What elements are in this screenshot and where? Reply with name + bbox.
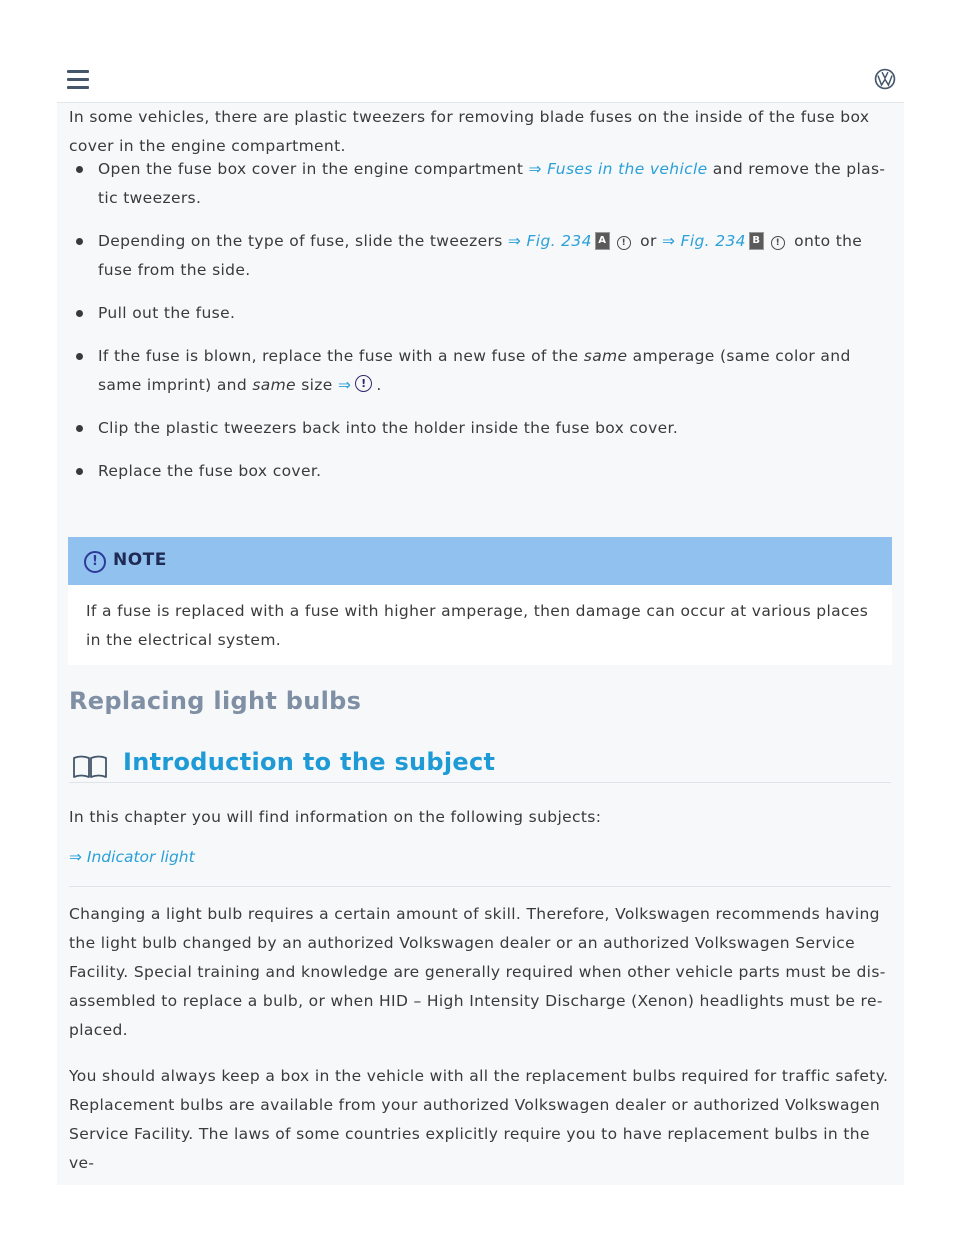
step-replace-cover xyxy=(69,457,891,486)
step-text: or xyxy=(640,232,657,250)
note-header xyxy=(68,537,892,585)
step-slide-tweezers xyxy=(69,227,891,285)
top-bar xyxy=(57,58,904,103)
emphasis-same: same xyxy=(583,347,628,365)
warning-icon: ! xyxy=(617,236,631,250)
divider xyxy=(69,886,891,887)
step-text: amperage (same color and same imprint) and xyxy=(98,347,851,394)
hamburger-menu-icon[interactable] xyxy=(67,70,89,90)
bulb-change-paragraph: Changing a light bulb requires a certain amount of skill. Therefore, Volkswagen recommends having the light bulb changed by an authorized Volkswagen dealer or an authorized Volkswagen Service Facility. Special training and knowledge are generally required when other vehicle parts must be dis-assembled to replace a bulb, or when HID – High Intensity Discharge (Xenon) headlights must be re-placed. xyxy=(69,905,886,1039)
document-content xyxy=(57,103,904,1185)
book-icon xyxy=(72,755,108,779)
indicator-light-link[interactable]: ⇒ Indicator light xyxy=(69,848,195,866)
fuses-in-vehicle-link[interactable]: ⇒ Fuses in the vehicle xyxy=(528,160,708,178)
step-text: If the fuse is blown, replace the fuse with a new fuse of the xyxy=(98,347,579,365)
emphasis-same: same xyxy=(252,376,296,394)
step-replace-fuse xyxy=(69,342,891,400)
warning-icon: ! xyxy=(771,236,785,250)
replacement-bulbs-paragraph: You should always keep a box in the vehicle with all the replacement bulbs required for traffic safety. Replacement bulbs are available from your authorized Volkswagen dealer or authorized Volkswagen Service Facility. The laws of some countries explicitly require you to have replacement bulbs in the ve- xyxy=(69,1067,889,1172)
step-text: Replace the fuse box cover. xyxy=(98,462,322,480)
section-title: Replacing light bulbs xyxy=(69,687,362,715)
warning-icon[interactable]: ! xyxy=(355,375,372,392)
figure-label-b: B xyxy=(749,232,764,250)
step-text: Open the fuse box cover in the engine compartment xyxy=(98,160,524,178)
fig-234-link-b[interactable]: ⇒ Fig. 234 xyxy=(661,232,746,250)
step-text: Clip the plastic tweezers back into the holder inside the fuse box cover. xyxy=(98,419,679,437)
warning-icon: ! xyxy=(84,551,106,573)
note-text: If a fuse is replaced with a fuse with higher amperage, then damage can occur at various places in the electrical system. xyxy=(86,602,869,649)
fig-234-link-a[interactable]: ⇒ Fig. 234 xyxy=(507,232,592,250)
step-text: and remove the plas-tic tweezers. xyxy=(98,160,886,207)
step-text: size xyxy=(301,376,333,394)
step-text: Depending on the type of fuse, slide the tweezers xyxy=(98,232,503,250)
subsection-title: Introduction to the subject xyxy=(123,748,496,776)
chapter-intro-text: In this chapter you will find information on the following subjects: xyxy=(69,808,602,826)
volkswagen-logo[interactable] xyxy=(874,68,896,90)
note-title: NOTE xyxy=(113,550,167,570)
step-text: Pull out the fuse. xyxy=(98,304,236,322)
procedure-steps xyxy=(69,155,891,500)
note-link-arrow[interactable]: ⇒ xyxy=(337,376,352,394)
step-text: onto the fuse from the side. xyxy=(98,232,863,279)
tweezers-intro-paragraph: In some vehicles, there are plastic tweezers for removing blade fuses on the inside of the fuse box cover in the engine compartment. xyxy=(69,108,870,155)
step-pull-out-fuse xyxy=(69,299,891,328)
note-box xyxy=(68,537,892,665)
subsection-header xyxy=(69,747,891,783)
step-text: . xyxy=(376,376,382,394)
figure-label-a: A xyxy=(595,232,610,250)
step-open-cover xyxy=(69,155,891,213)
step-clip-tweezers xyxy=(69,414,891,443)
